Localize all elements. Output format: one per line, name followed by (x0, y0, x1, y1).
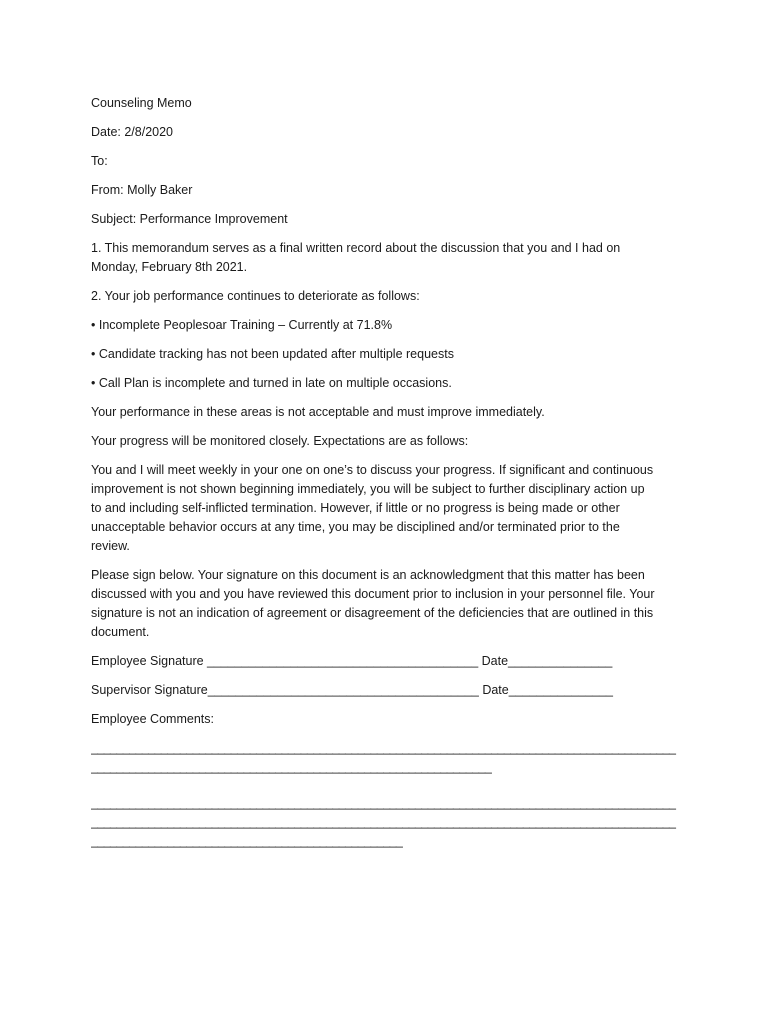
paragraph-monitored: Your progress will be monitored closely. Expectations are as follows: (91, 434, 469, 448)
comment-rule: ____________________________________________________________________________________________ (91, 741, 676, 755)
paragraph-expectations (91, 461, 681, 556)
paragraph-performance: 2. Your job performance continues to deteriorate as follows: (91, 289, 420, 303)
text-line: improvement is not shown beginning immediately, you will be subject to further disciplinary action up (91, 482, 645, 496)
text-line: review. (91, 539, 130, 553)
paragraph-discussion-record (91, 239, 681, 277)
text-line: discussed with you and you have reviewed this document prior to inclusion in your personnel file. Your (91, 587, 655, 601)
employee-signature-line: Employee Signature _______________________________________ Date_______________ (91, 654, 613, 668)
bullet-item: • Incomplete Peoplesoar Training – Currently at 71.8% (91, 318, 393, 332)
memo-body (91, 94, 681, 851)
bullet-item: • Call Plan is incomplete and turned in late on multiple occasions. (91, 376, 452, 390)
memo-from: From: Molly Baker (91, 183, 193, 197)
employee-comments-area (91, 739, 681, 851)
comment-rule: _______________________________________________________________ (91, 760, 492, 774)
text-line: signature is not an indication of agreement or disagreement of the deficiencies that are outlined in this (91, 606, 654, 620)
supervisor-signature-line: Supervisor Signature_______________________________________ Date_______________ (91, 683, 614, 697)
memo-title: Counseling Memo (91, 96, 192, 110)
text-line: document. (91, 625, 150, 639)
comment-rule: _________________________________________________ (91, 834, 403, 848)
paragraph-not-acceptable: Your performance in these areas is not acceptable and must improve immediately. (91, 405, 545, 419)
text-line: 1. This memorandum serves as a final written record about the discussion that you and I had on (91, 241, 621, 255)
text-line: You and I will meet weekly in your one on one’s to discuss your progress. If significant and continuous (91, 463, 654, 477)
text-line: to and including self-inflicted termination. However, if little or no progress is being made or other (91, 501, 620, 515)
bullet-item: • Candidate tracking has not been updated after multiple requests (91, 347, 454, 361)
text-line: Monday, February 8th 2021. (91, 260, 248, 274)
memo-date: Date: 2/8/2020 (91, 125, 174, 139)
paragraph-sign-request (91, 566, 681, 642)
comment-rule: ____________________________________________________________________________________________ (91, 815, 676, 829)
text-line: Please sign below. Your signature on this document is an acknowledgment that this matter has been (91, 568, 645, 582)
employee-comments-label: Employee Comments: (91, 712, 214, 726)
memo-to: To: (91, 154, 108, 168)
comment-rule: ____________________________________________________________________________________________ (91, 796, 676, 810)
memo-subject: Subject: Performance Improvement (91, 212, 288, 226)
text-line: unacceptable behavior occurs at any time, you may be disciplined and/or terminated prior to the (91, 520, 620, 534)
